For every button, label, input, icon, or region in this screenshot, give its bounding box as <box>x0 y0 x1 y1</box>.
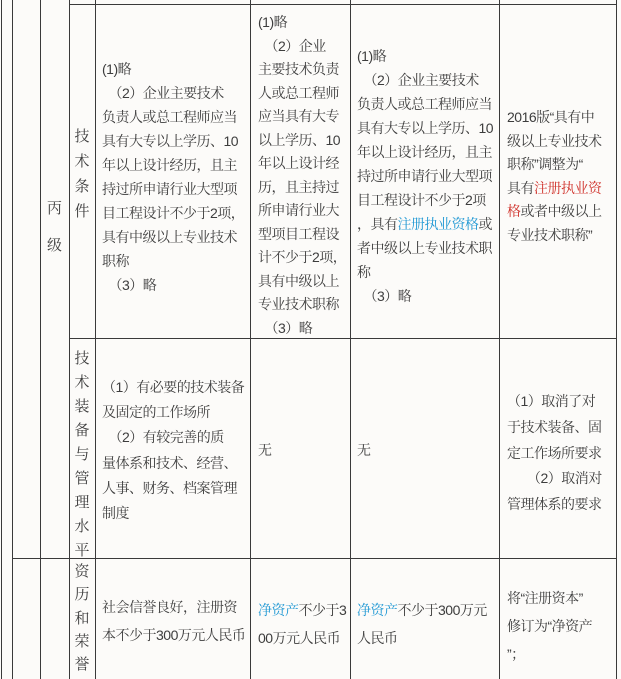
cell-r1-col-c <box>350 4 499 338</box>
vertical-char: 资 <box>74 563 90 580</box>
text-segment: 或者中级以上 <box>520 203 602 220</box>
cell-r1-col-a <box>95 4 250 338</box>
cell-r2-col-c <box>350 338 499 558</box>
text-line <box>507 441 613 467</box>
text-segment: 00万元人民币 <box>258 630 341 646</box>
table-border-v-outer-left <box>1 0 2 679</box>
cell-r1-col-b <box>250 4 350 338</box>
text-line <box>507 584 613 612</box>
text-segment: 职称”调整为“ <box>507 156 583 173</box>
text-line <box>258 105 347 129</box>
text-segment: 或 <box>478 216 492 232</box>
cell-r3-notes-text <box>507 584 613 668</box>
text-line <box>357 188 496 212</box>
text-line <box>258 317 347 341</box>
grade-label <box>40 190 69 264</box>
cell-r3-col-a <box>95 558 250 679</box>
text-segment: 历，且主持过 <box>258 178 339 195</box>
vertical-char: 誉 <box>74 656 90 674</box>
vertical-char: 和 <box>74 609 90 627</box>
text-segment: （3）略 <box>357 288 412 304</box>
text-segment: (1)略 <box>357 48 387 64</box>
highlighted-term: 注册执业资格 <box>397 216 479 232</box>
text-segment: 负责人或总工程师应当 <box>102 109 237 125</box>
text-line <box>102 57 246 81</box>
vertical-char: 技 <box>74 128 90 145</box>
text-line <box>507 389 613 415</box>
text-segment: 具有大专以上学历、10 <box>102 133 239 149</box>
text-line <box>258 596 350 624</box>
text-line <box>258 35 347 59</box>
text-segment: 具有大专以上学历、10 <box>357 120 494 136</box>
text-line <box>258 176 347 200</box>
text-segment: 管理体系的要求 <box>507 496 602 513</box>
text-line <box>258 246 347 270</box>
text-segment: （3）略 <box>102 277 157 293</box>
text-line <box>102 593 246 621</box>
text-segment: 人民币 <box>357 630 398 646</box>
text-line <box>507 153 613 177</box>
text-segment: 职称 <box>102 253 129 269</box>
cell-r1-notes <box>499 4 616 338</box>
text-line <box>102 249 246 273</box>
vertical-char: 理 <box>74 494 90 511</box>
vertical-char: 平 <box>74 542 90 559</box>
text-segment: 人或总工程师 <box>258 84 339 101</box>
cell-r1-notes-text <box>507 106 613 248</box>
text-segment: 称 <box>357 264 371 280</box>
text-segment: 定工作场所要求 <box>507 444 602 461</box>
text-segment: 不少于300万元 <box>397 602 487 618</box>
text-segment: 及固定的工作场所 <box>102 404 210 421</box>
text-line <box>102 177 246 201</box>
text-segment: （2）企业主要技术 <box>102 85 224 101</box>
cell-r2-notes <box>499 338 616 558</box>
cell-r3-col-b <box>250 558 350 679</box>
text-line <box>102 621 246 649</box>
text-segment: 所申请行业大 <box>258 202 339 218</box>
text-line <box>357 212 496 236</box>
row-header-cell-equipment-management <box>69 338 95 558</box>
text-line <box>507 200 613 224</box>
text-line <box>102 476 246 501</box>
highlighted-term: 净资产 <box>357 602 398 618</box>
text-line <box>258 58 347 82</box>
text-segment: （2）有较完善的质 <box>102 429 224 446</box>
vertical-char: 历 <box>74 586 90 604</box>
text-line <box>102 501 246 526</box>
text-line <box>357 44 496 68</box>
text-line <box>507 466 613 492</box>
text-line <box>258 82 347 106</box>
text-segment: 无 <box>357 442 371 458</box>
text-segment: ”； <box>507 646 525 662</box>
text-line <box>102 153 246 177</box>
cell-r3-col-a-text <box>102 593 246 649</box>
text-line <box>357 236 496 260</box>
row-header-credentials-honors <box>69 560 95 676</box>
text-line <box>102 425 246 450</box>
text-line <box>258 11 347 35</box>
text-line <box>357 596 499 624</box>
text-line <box>258 438 350 462</box>
text-line <box>507 612 613 640</box>
text-line <box>102 400 246 425</box>
text-segment: 目工程设计不少于2项， <box>102 205 245 221</box>
vertical-char: 备 <box>74 422 90 439</box>
text-segment: 修订为“净资产 <box>507 618 593 634</box>
text-segment: 以上学历、10 <box>258 131 341 148</box>
text-line <box>258 223 347 247</box>
text-segment: 者中级以上专业技术职 <box>357 240 492 256</box>
text-segment: 制度 <box>102 505 129 522</box>
text-segment: 2016版“具有中 <box>507 109 595 125</box>
text-line <box>102 451 246 476</box>
cell-r3-col-b-text <box>258 596 350 652</box>
text-segment: 人事、财务、档案管理 <box>102 479 237 496</box>
cell-r1-col-b-text <box>258 11 347 340</box>
text-segment: 量体系和技术、经营、 <box>102 454 237 471</box>
grade-label-cell <box>40 0 69 558</box>
vertical-char: 件 <box>74 203 90 220</box>
text-line <box>357 164 496 188</box>
cell-r2-col-b-text <box>258 438 350 462</box>
text-segment: 不少于3 <box>298 602 347 618</box>
cell-r3-col-c <box>350 558 499 679</box>
text-line <box>102 201 246 225</box>
cell-r1-col-a-text <box>102 57 246 297</box>
cell-r3-col-c-text <box>357 596 499 652</box>
text-segment: 无 <box>258 442 272 458</box>
cell-r2-notes-text <box>507 389 613 518</box>
text-line <box>357 624 499 652</box>
text-segment: （1）有必要的技术装备 <box>102 379 245 395</box>
text-line <box>102 81 246 105</box>
vertical-char: 级 <box>46 237 62 254</box>
vertical-char: 管 <box>74 470 90 487</box>
text-line <box>507 640 613 668</box>
table-border-v1 <box>12 0 13 679</box>
highlighted-term: 注册执业资 <box>534 179 602 196</box>
text-line <box>507 492 613 518</box>
text-segment: 应当具有大专 <box>258 108 339 124</box>
text-segment: (1)略 <box>102 61 132 77</box>
cell-r2-col-a-text <box>102 375 246 526</box>
text-segment: (1)略 <box>258 14 288 30</box>
text-line <box>357 438 499 462</box>
cell-r1-col-c-text <box>357 44 496 308</box>
text-segment: 专业技术职称” <box>507 226 593 243</box>
text-line <box>507 224 613 248</box>
text-segment: 具有 <box>507 179 534 196</box>
vertical-char: 术 <box>74 153 90 170</box>
text-segment: ，具有 <box>357 216 398 232</box>
row-header-cell-credentials-honors <box>69 558 95 679</box>
text-line <box>357 140 496 164</box>
row-header-equipment-management <box>69 347 95 563</box>
text-segment: 于技术装备、固 <box>507 418 602 435</box>
text-segment: （3）略 <box>258 319 313 336</box>
vertical-char: 荣 <box>74 632 90 650</box>
text-line <box>507 106 613 130</box>
text-segment: 级以上专业技术 <box>507 132 602 149</box>
text-segment: （2）企业 <box>258 37 326 54</box>
text-segment: 具有中级以上专业技术 <box>102 229 237 245</box>
vertical-char: 术 <box>74 374 90 391</box>
text-line <box>102 375 246 400</box>
row-header-cell-technical-conditions <box>69 4 95 338</box>
table-border-v-outer-right <box>616 0 617 679</box>
vertical-char: 丙 <box>46 200 62 217</box>
text-line <box>357 92 496 116</box>
vertical-char: 条 <box>74 178 90 195</box>
text-segment: 本不少于300万元人民币 <box>102 627 246 643</box>
text-line <box>507 415 613 441</box>
text-segment: 年以上设计经历，且主 <box>357 144 492 160</box>
text-line <box>507 130 613 154</box>
text-line <box>357 68 496 92</box>
text-line <box>357 116 496 140</box>
text-segment: 将“注册资本” <box>507 590 583 606</box>
text-line <box>258 270 347 294</box>
text-line <box>102 273 246 297</box>
text-line <box>357 284 496 308</box>
vertical-char: 水 <box>74 518 90 535</box>
text-segment: 年以上设计经 <box>258 155 339 171</box>
text-line <box>258 293 347 317</box>
text-line <box>507 177 613 201</box>
cell-r2-col-c-text <box>357 438 499 462</box>
text-segment: 目工程设计不少于2项 <box>357 192 486 208</box>
text-segment: （2）取消对 <box>507 470 602 487</box>
text-segment: 主要技术负责 <box>258 61 339 77</box>
text-line <box>102 225 246 249</box>
text-segment: 社会信誉良好，注册资 <box>102 599 237 615</box>
text-segment: 持过所申请行业大型项 <box>102 181 237 197</box>
highlighted-term: 净资产 <box>258 602 299 618</box>
text-line <box>258 152 347 176</box>
vertical-char: 技 <box>74 350 90 367</box>
cell-r2-col-b <box>250 338 350 558</box>
vertical-char: 装 <box>74 398 90 415</box>
text-segment: 年以上设计经历，且主 <box>102 157 237 173</box>
text-line <box>357 260 496 284</box>
text-line <box>258 129 347 153</box>
vertical-char: 与 <box>74 446 90 463</box>
text-segment: 型项目工程设 <box>258 225 339 242</box>
text-segment: 专业技术职称 <box>258 296 339 312</box>
highlighted-term: 格 <box>507 203 521 220</box>
text-segment: 持过所申请行业大型项 <box>357 168 492 184</box>
text-segment: 具有中级以上 <box>258 272 339 289</box>
cell-r3-notes <box>499 558 616 679</box>
text-segment: 负责人或总工程师应当 <box>357 96 492 112</box>
row-header-technical-conditions <box>69 124 95 224</box>
cell-r2-col-a <box>95 338 250 558</box>
text-segment: （1）取消了对 <box>507 393 596 409</box>
text-segment: 计不少于2项， <box>258 249 347 265</box>
text-line <box>258 624 350 652</box>
text-line <box>102 105 246 129</box>
text-segment: （2）企业主要技术 <box>357 72 479 88</box>
text-line <box>102 129 246 153</box>
text-line <box>258 199 347 223</box>
